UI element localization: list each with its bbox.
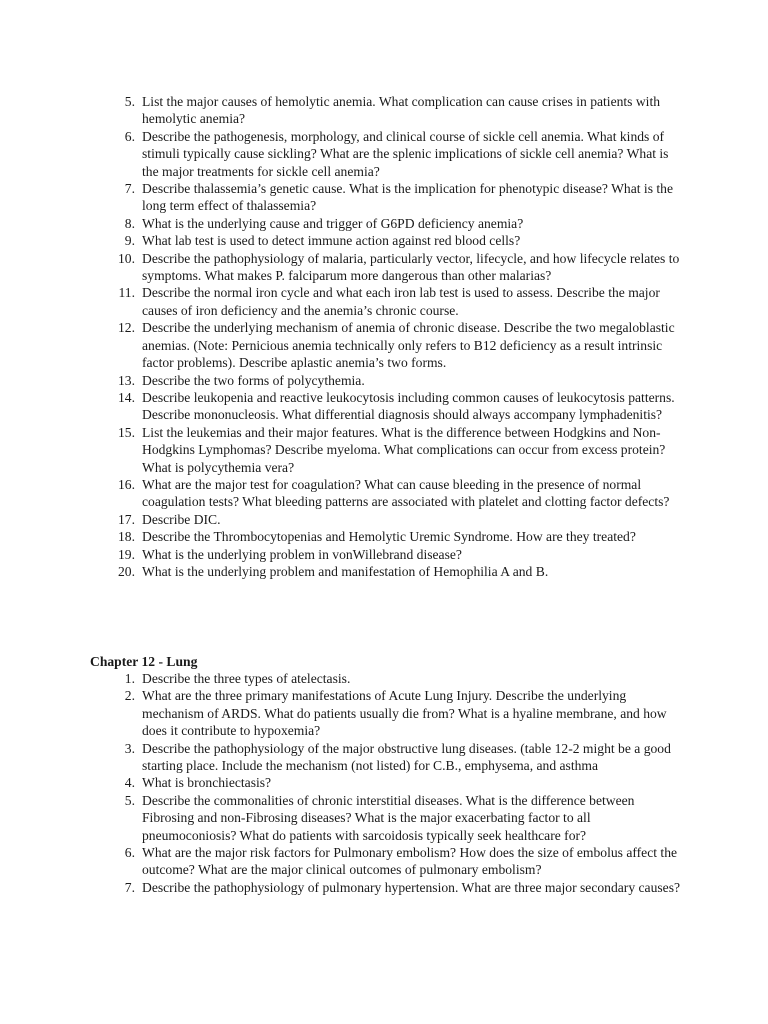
- list-item: [108, 319, 688, 371]
- item-number: 2.: [124, 688, 135, 704]
- item-text: List the leukemias and their major features. What is the difference between Hodgkins and Non-Hodgkins Lymphomas? Describe myeloma. What complications can occur from excess protein? What is polycythemia vera?: [142, 424, 666, 475]
- list-item: [108, 528, 688, 545]
- list-item: [108, 774, 688, 791]
- list-item: [108, 563, 688, 580]
- item-text: Describe leukopenia and reactive leukocytosis including common causes of leukocytosis patterns. Describe mononucleosis. What differential diagnosis should always accompany lymphadenitis?: [142, 389, 675, 423]
- list-item: [108, 284, 688, 319]
- list-item: [108, 879, 688, 896]
- item-number: 3.: [124, 740, 135, 756]
- item-number: 7.: [124, 181, 135, 197]
- list-item: [108, 389, 688, 424]
- item-number: 16.: [118, 476, 135, 492]
- item-number: 5.: [124, 792, 135, 808]
- item-text: What is the underlying problem in vonWillebrand disease?: [142, 546, 462, 562]
- item-number: 5.: [124, 94, 135, 109]
- item-number: 7.: [124, 879, 135, 895]
- item-text: Describe the Thrombocytopenias and Hemolytic Uremic Syndrome. How are they treated?: [142, 529, 636, 545]
- item-text: Describe the commonalities of chronic interstitial diseases. What is the difference between Fibrosing and non-Fibrosing diseases? What is the major exacerbating factor to all pneumoconiosis? What do patients with sarcoidosis typically seek healthcare for?: [142, 792, 635, 843]
- list-item: [108, 372, 688, 389]
- item-text: Describe the underlying mechanism of anemia of chronic disease. Describe the two megaloblastic anemias. (Note: Pernicious anemia technically only refers to B12 deficiency as a result intrinsic factor problems). Describe aplastic anemia’s two forms.: [142, 320, 675, 371]
- item-text: List the major causes of hemolytic anemia. What complication can cause crises in patients with hemolytic anemia?: [142, 94, 661, 127]
- list-item: [108, 844, 688, 879]
- item-number: 17.: [118, 511, 135, 527]
- item-text: What is the underlying problem and manifestation of Hemophilia A and B.: [142, 563, 549, 579]
- list-item: [108, 546, 688, 563]
- item-text: Describe thalassemia’s genetic cause. What is the implication for phenotypic disease? What is the long term effect of thalassemia?: [142, 181, 673, 214]
- list-item: [108, 128, 688, 180]
- list-item: [108, 687, 688, 739]
- item-number: 19.: [118, 546, 135, 562]
- item-number: 8.: [124, 215, 135, 231]
- item-text: Describe the three types of atelectasis.: [142, 671, 351, 686]
- item-text: What is bronchiectasis?: [142, 775, 272, 791]
- item-text: What lab test is used to detect immune action against red blood cells?: [142, 233, 521, 249]
- item-number: 14.: [118, 389, 135, 405]
- item-number: 9.: [124, 233, 135, 249]
- list-item: [108, 740, 688, 775]
- question-list-lung: [108, 670, 688, 896]
- item-text: Describe the pathophysiology of the major obstructive lung diseases. (table 12-2 might be a good starting place. Include the mechanism (not listed) for C.B., emphysema, and asthma: [142, 740, 671, 774]
- item-number: 10.: [118, 250, 135, 266]
- item-text: Describe the normal iron cycle and what each iron lab test is used to assess. Describe the major causes of iron deficiency and the anemia’s chronic course.: [142, 285, 660, 318]
- list-item: [108, 792, 688, 844]
- item-text: Describe the pathophysiology of pulmonary hypertension. What are three major secondary causes?: [142, 879, 681, 895]
- item-number: 13.: [118, 372, 135, 388]
- list-item: [108, 93, 688, 128]
- list-item: [108, 180, 688, 215]
- item-number: 6.: [124, 845, 135, 861]
- item-number: 15.: [118, 424, 135, 440]
- item-number: 1.: [124, 671, 135, 686]
- item-text: Describe the pathogenesis, morphology, and clinical course of sickle cell anemia. What kinds of stimuli typically cause sickling? What are the splenic implications of sickle cell anemia? What is the major treatments for sickle cell anemia?: [142, 128, 669, 179]
- list-item: [108, 232, 688, 249]
- item-number: 18.: [118, 529, 135, 545]
- item-text: What is the underlying cause and trigger of G6PD deficiency anemia?: [142, 215, 524, 231]
- chapter-heading: Chapter 12 - Lung: [90, 654, 198, 669]
- item-text: What are the major test for coagulation? What can cause bleeding in the presence of normal coagulation tests? What bleeding patterns are associated with platelet and clotting factor defects?: [142, 476, 670, 510]
- item-number: 12.: [118, 320, 135, 336]
- item-text: What are the three primary manifestations of Acute Lung Injury. Describe the underlying mechanism of ARDS. What do patients usually die from? What is a hyaline membrane, and how does it contribute to hypoxemia?: [142, 688, 667, 739]
- item-number: 20.: [118, 563, 135, 579]
- question-list-anemia: [108, 93, 688, 580]
- item-number: 4.: [124, 775, 135, 791]
- item-number: 11.: [118, 285, 135, 301]
- list-item: [108, 424, 688, 476]
- item-number: 6.: [124, 128, 135, 144]
- list-item: [108, 215, 688, 232]
- list-item: [108, 476, 688, 511]
- list-item: [108, 670, 688, 687]
- item-text: Describe DIC.: [142, 511, 221, 527]
- list-item: [108, 511, 688, 528]
- item-text: Describe the pathophysiology of malaria, particularly vector, lifecycle, and how lifecycle relates to symptoms. What makes P. falciparum more dangerous than other malarias?: [142, 250, 680, 284]
- list-item: [108, 250, 688, 285]
- item-text: What are the major risk factors for Pulmonary embolism? How does the size of embolus affect the outcome? What are the major clinical outcomes of pulmonary embolism?: [142, 845, 678, 878]
- item-text: Describe the two forms of polycythemia.: [142, 372, 365, 388]
